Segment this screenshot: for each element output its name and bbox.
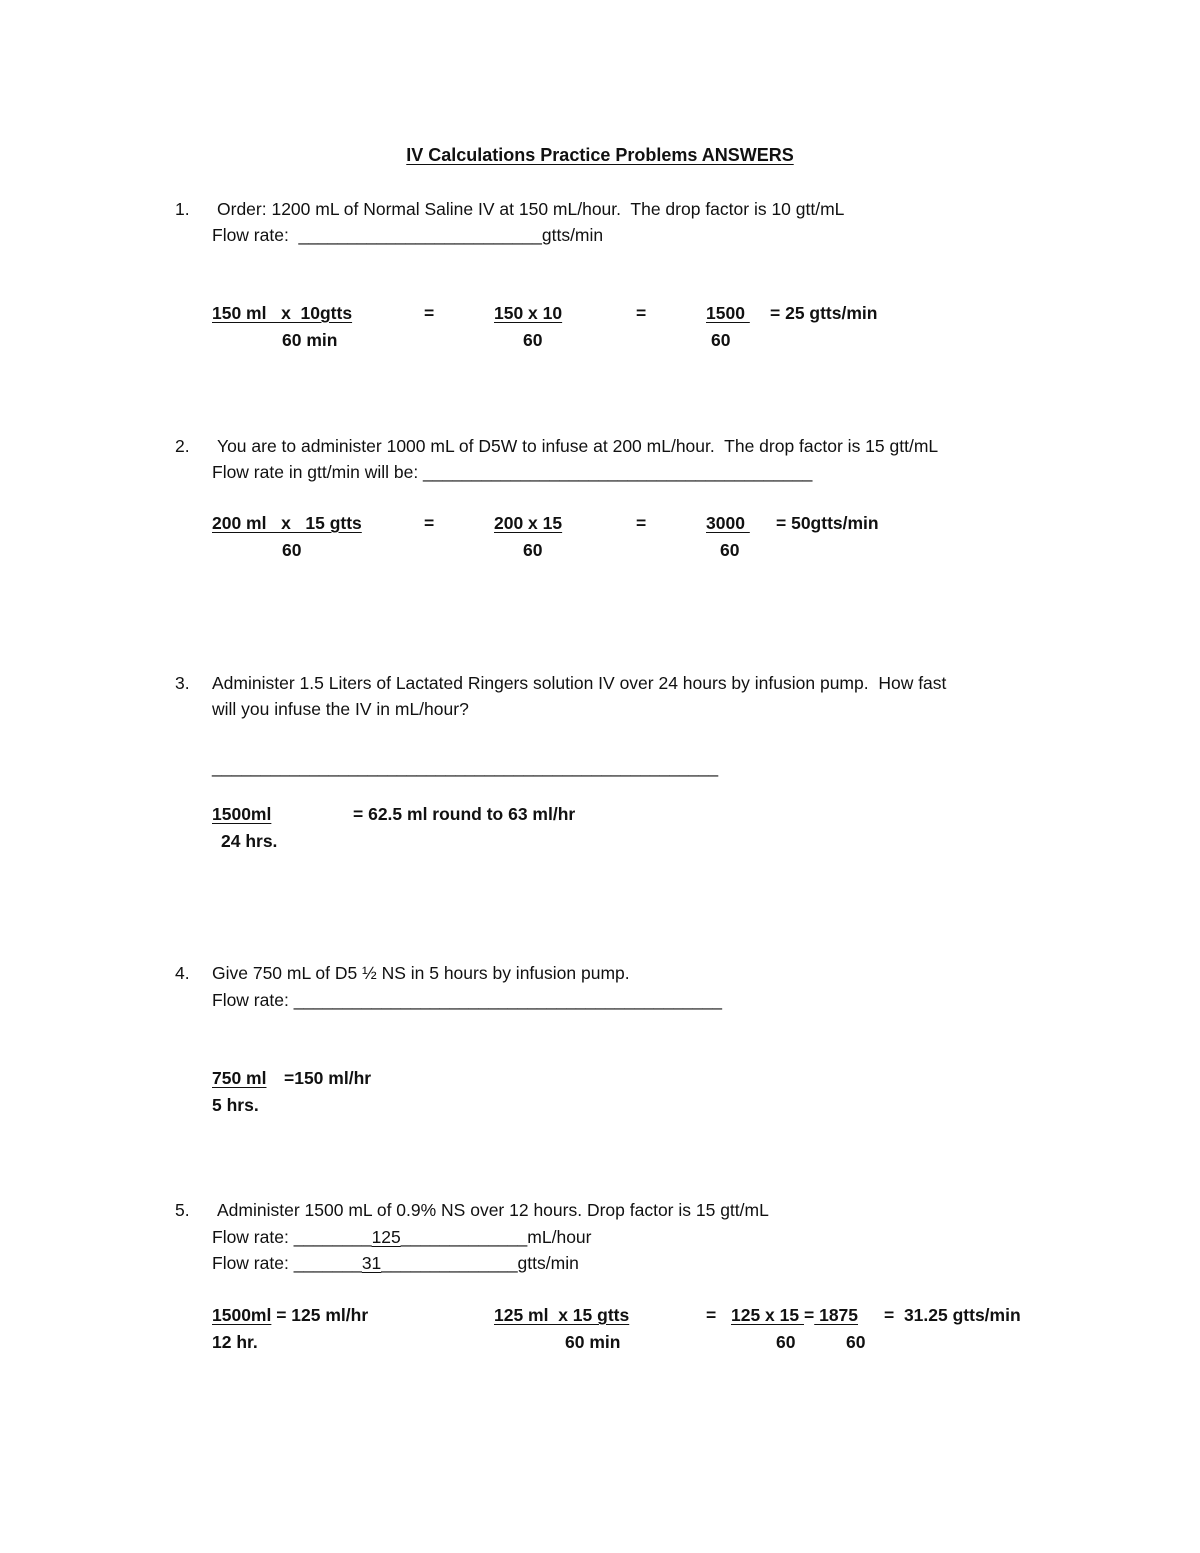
flow-rate-gtts-prompt xyxy=(212,1252,579,1274)
problem-number: 1. xyxy=(175,199,190,219)
equals-sign: = xyxy=(706,1305,717,1325)
problem-prompt: Flow rate in gtt/min will be: ________________________________________ xyxy=(212,462,813,482)
prompt-text: Flow rate: _______ xyxy=(212,1253,362,1273)
problem-prompt: Flow rate: ____________________________________________ xyxy=(212,990,722,1010)
problem-question: You are to administer 1000 mL of D5W to infuse at 200 mL/hour. The drop factor is 15 gtt/mL xyxy=(217,436,939,456)
fraction-1-denominator: 24 hrs. xyxy=(221,831,278,851)
problem-number: 3. xyxy=(175,673,190,693)
fraction-1-denominator: 5 hrs. xyxy=(212,1095,259,1115)
fraction-3-line xyxy=(731,1304,858,1326)
flow-rate-ml-prompt xyxy=(212,1226,592,1248)
answer-result: = 31.25 gtts/min xyxy=(884,1305,1021,1325)
equals-sign: = xyxy=(636,513,647,533)
fraction-1-numerator: 200 ml x 15 gtts xyxy=(212,513,362,533)
fraction-1-denominator: 60 min xyxy=(282,330,338,350)
answer-result: = 25 gtts/min xyxy=(770,303,878,323)
answer-result: = 62.5 ml round to 63 ml/hr xyxy=(353,804,576,824)
fraction-4-denominator: 60 xyxy=(846,1332,866,1352)
problem-number: 5. xyxy=(175,1200,190,1220)
fraction-1-denominator: 12 hr. xyxy=(212,1332,258,1352)
equals-sign: = xyxy=(803,1305,815,1325)
problem-question: Order: 1200 mL of Normal Saline IV at 150 mL/hour. The drop factor is 10 gtt/mL xyxy=(217,199,845,219)
problem-question: Administer 1500 mL of 0.9% NS over 12 hours. Drop factor is 15 gtt/mL xyxy=(217,1200,769,1220)
problem-prompt: Flow rate: _________________________gtts/min xyxy=(212,225,604,245)
fraction-2-denominator: 60 xyxy=(523,540,543,560)
problem-question: Give 750 mL of D5 ½ NS in 5 hours by infusion pump. xyxy=(212,963,630,983)
fraction-3-numerator: 125 x 15 xyxy=(731,1305,804,1325)
fraction-2-numerator: 125 ml x 15 gtts xyxy=(494,1305,630,1325)
fraction-1-numerator: 1500ml xyxy=(212,1305,272,1325)
prompt-text: _____________mL/hour xyxy=(400,1227,592,1247)
fraction-1-numerator: 750 ml xyxy=(212,1068,267,1088)
prompt-text: ______________gtts/min xyxy=(381,1253,579,1273)
fraction-2-denominator: 60 min xyxy=(565,1332,621,1352)
answer-result: =150 ml/hr xyxy=(284,1068,372,1088)
fraction-4-numerator: 1875 xyxy=(814,1305,859,1325)
filled-answer: 31 xyxy=(361,1253,382,1273)
answer-blank: ____________________________________________________ xyxy=(212,757,719,777)
fraction-2-numerator: 150 x 10 xyxy=(494,303,563,323)
equals-sign: = xyxy=(424,513,435,533)
filled-answer: 125 xyxy=(371,1227,401,1247)
fraction-3-denominator: 60 xyxy=(720,540,740,560)
problem-question-line-1: Administer 1.5 Liters of Lactated Ringers solution IV over 24 hours by infusion pump. How fast xyxy=(212,673,947,693)
prompt-text: Flow rate: ________ xyxy=(212,1227,372,1247)
fraction-3-numerator: 1500 xyxy=(706,303,750,323)
page-title: IV Calculations Practice Problems ANSWERS xyxy=(406,145,794,165)
problem-question-line-2: will you infuse the IV in mL/hour? xyxy=(212,699,469,719)
fraction-3-denominator: 60 xyxy=(776,1332,796,1352)
fraction-2-denominator: 60 xyxy=(523,330,543,350)
fraction-1-denominator: 60 xyxy=(282,540,302,560)
fraction-1-result: = 125 ml/hr xyxy=(271,1305,369,1325)
equals-sign: = xyxy=(424,303,435,323)
fraction-3-numerator: 3000 xyxy=(706,513,750,533)
equals-sign: = xyxy=(636,303,647,323)
problem-number: 2. xyxy=(175,436,190,456)
problem-number: 4. xyxy=(175,963,190,983)
fraction-1-numerator: 1500ml xyxy=(212,804,272,824)
answer-result: = 50gtts/min xyxy=(776,513,879,533)
fraction-2-numerator: 200 x 15 xyxy=(494,513,563,533)
fraction-1-line xyxy=(212,1304,368,1326)
fraction-1-numerator: 150 ml x 10gtts xyxy=(212,303,353,323)
fraction-3-denominator: 60 xyxy=(711,330,731,350)
